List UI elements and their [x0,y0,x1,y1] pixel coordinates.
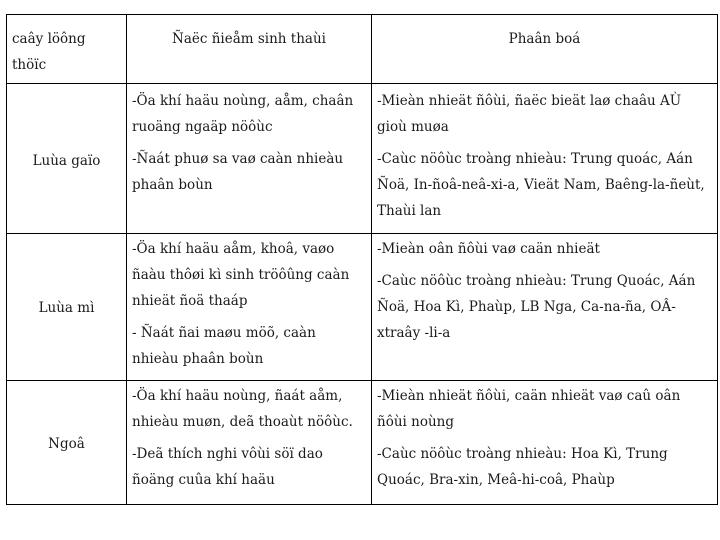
ecology-cell [127,234,372,381]
distribution-text: -Mieàn nhieät ñôùi, caän nhieät vaø caû oân ñôùi noùng [377,388,681,430]
distribution-text: -Mieàn oân ñôùi vaø caän nhieät [377,241,600,257]
crop-name: Luùa gaïo [7,84,127,234]
header-ecology: Ñaëc ñieåm sinh thaùi [127,15,372,84]
distribution-text: -Caùc nöôùc troàng nhieàu: Trung quoác, Aán Ñoä, In-ñoâ-neâ-xi-a, Vieät Nam, Baêng-la-ñeùt, Thaùi lan [377,151,705,219]
ecology-text: -Deã thích nghi vôùi söï dao ñoäng cuûa khí haäu [132,446,323,488]
ecology-text: -Öa khí haäu noùng, aåm, chaân ruoäng ngaäp nöôùc [132,93,354,135]
ecology-text: -Ñaát phuø sa vaø caàn nhieàu phaân boùn [132,151,344,193]
ecology-text: - Ñaát ñai maøu möõ, caàn nhieàu phaân boùn [132,325,316,367]
ecology-text: -Öa khí haäu aåm, khoâ, vaøo ñaàu thôøi kì sinh tröôûng caàn nhieät ñoä thaáp [132,241,350,309]
crop-name: Ngoâ [7,381,127,505]
crop-name: Luùa mì [7,234,127,381]
ecology-cell [127,84,372,234]
table-row [7,84,718,234]
distribution-text: -Caùc nöôùc troàng nhieàu: Trung Quoác, Aán Ñoä, Hoa Kì, Phaùp, LB Nga, Ca-na-ña, OÂ-xtraây -li-a [377,273,696,341]
ecology-text: -Öa khí haäu noùng, ñaát aåm, nhieàu muøn, deã thoaùt nöôùc. [132,388,353,430]
table-row [7,234,718,381]
distribution-cell [372,234,718,381]
header-crop: caây löông thöïc [7,15,127,84]
distribution-cell [372,381,718,505]
table-row [7,381,718,505]
distribution-text: -Mieàn nhieät ñôùi, ñaëc bieät laø chaâu AÙ gioù muøa [377,93,682,135]
crop-table [6,14,718,505]
header-distribution: Phaân boá [372,15,718,84]
distribution-cell [372,84,718,234]
table-header-row [7,15,718,84]
distribution-text: -Caùc nöôùc troàng nhieàu: Hoa Kì, Trung Quoác, Bra-xin, Meâ-hi-coâ, Phaùp [377,446,668,488]
ecology-cell [127,381,372,505]
